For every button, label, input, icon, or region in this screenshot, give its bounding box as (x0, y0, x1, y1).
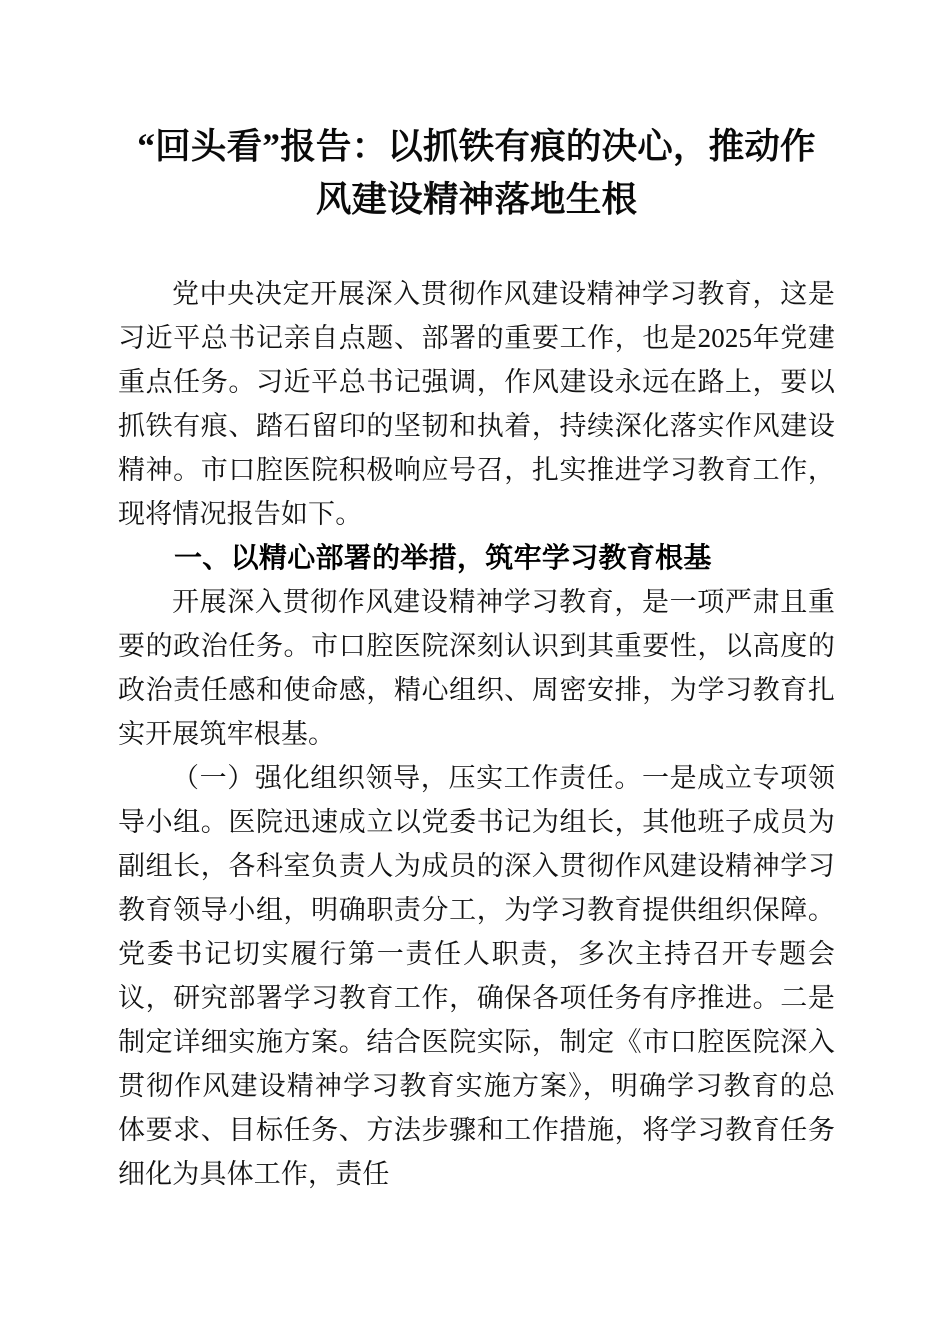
paragraph-subsection-one: （一）强化组织领导，压实工作责任。一是成立专项领导小组。医院迅速成立以党委书记为组长，其他班子成员为副组长，各科室负责人为成员的深入贯彻作风建设精神学习教育领导小组，明确职责分工，为学习教育提供组织保障。党委书记切实履行第一责任人职责，多次主持召开专题会议，研究部署学习教育工作，确保各项任务有序推进。二是制定详细实施方案。结合医院实际，制定《市口腔医院深入贯彻作风建设精神学习教育实施方案》，明确学习教育的总体要求、目标任务、方法步骤和工作措施，将学习教育任务细化为具体工作，责任 (118, 763, 835, 1189)
paragraph-intro: 党中央决定开展深入贯彻作风建设精神学习教育，这是习近平总书记亲自点题、部署的重要工作，也是2025年党建重点任务。习近平总书记强调，作风建设永远在路上，要以抓铁有痕、踏石留印的坚韧和执着，持续深化落实作风建设精神。市口腔医院积极响应号召，扎实推进学习教育工作，现将情况报告如下。 (118, 279, 835, 529)
page-title: “回头看”报告：以抓铁有痕的决心，推动作风建设精神落地生根 (137, 126, 816, 219)
section-heading-one: 一、以精心部署的举措，筑牢学习教育根基 (174, 542, 712, 573)
title-body-spacer (118, 226, 835, 272)
paragraph-section-one-lead: 开展深入贯彻作风建设精神学习教育，是一项严肃且重要的政治任务。市口腔医院深刻认识到其重要性，以高度的政治责任感和使命感，精心组织、周密安排，为学习教育扎实开展筑牢根基。 (118, 587, 835, 749)
document-content (118, 120, 835, 1196)
